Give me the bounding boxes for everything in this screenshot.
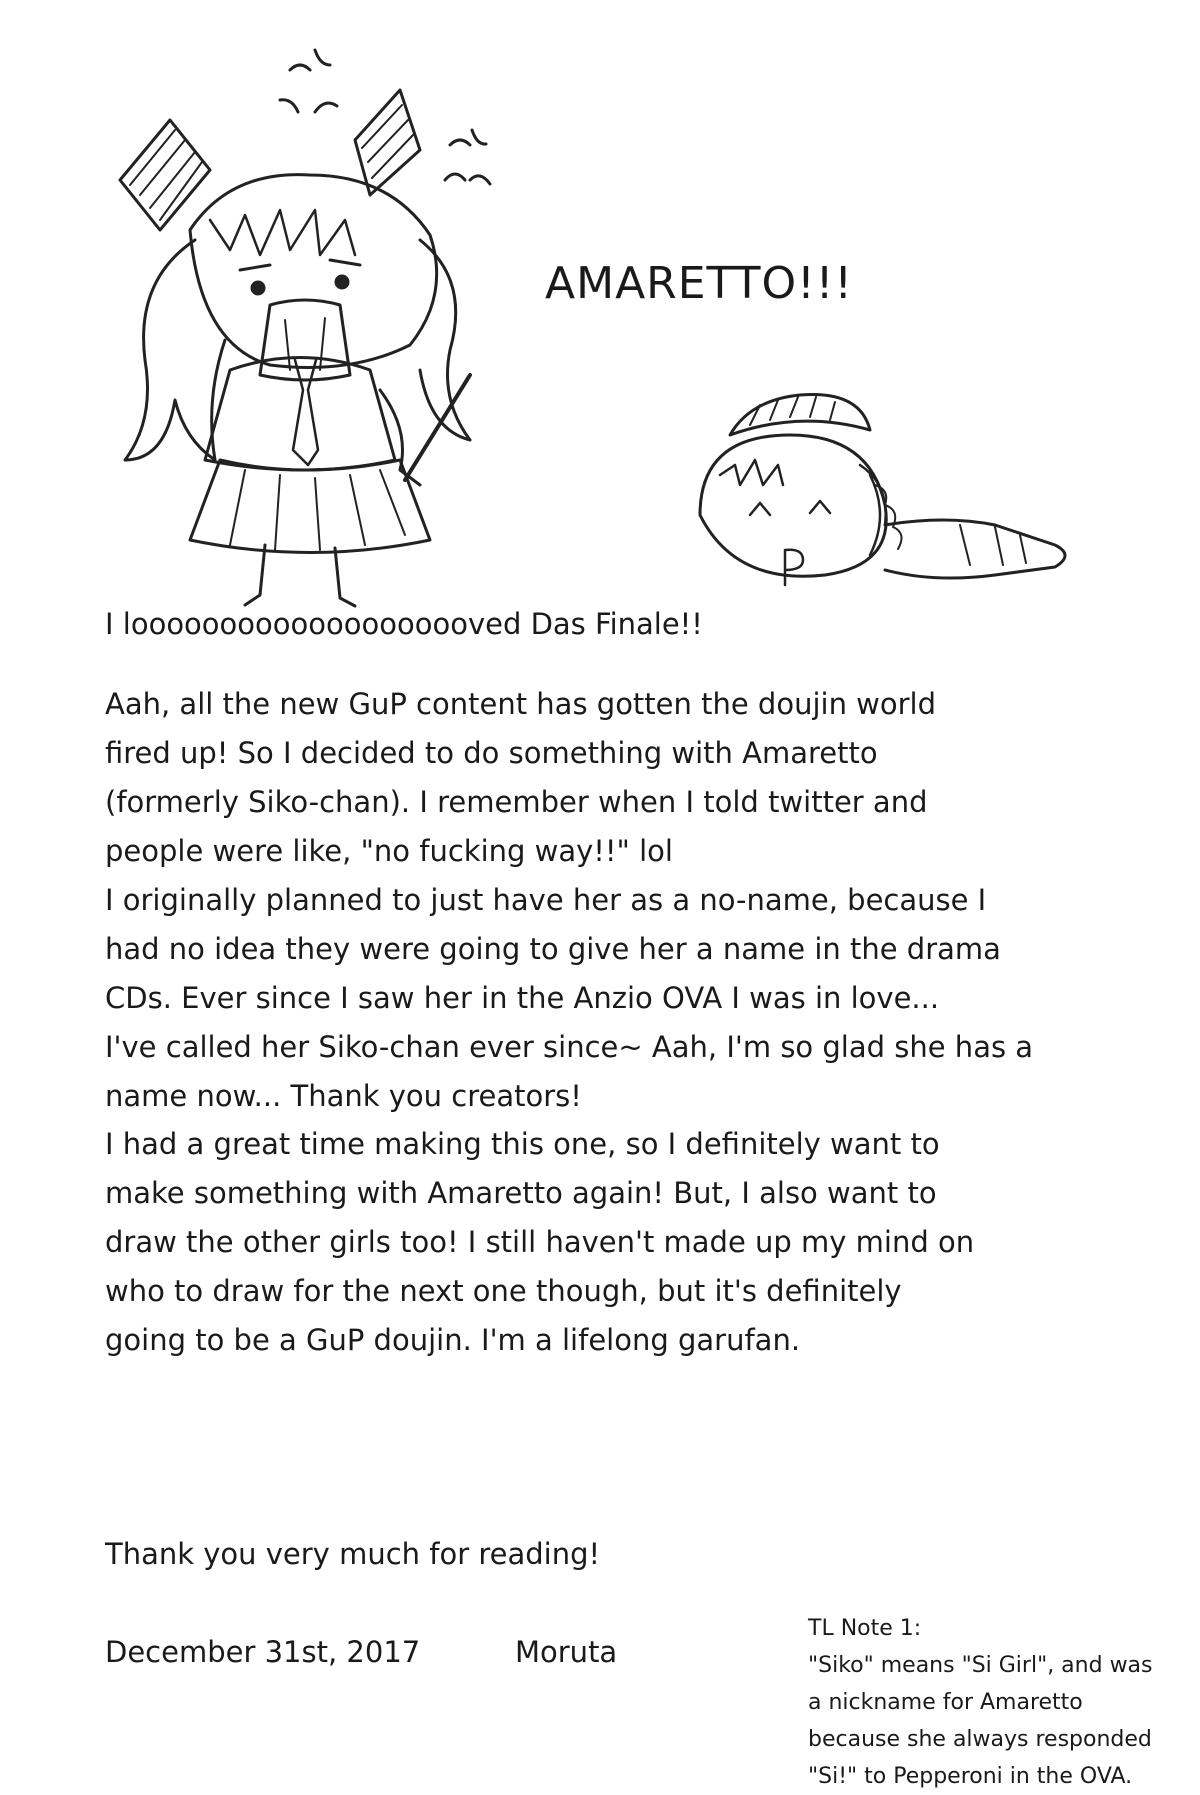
text-line: I loooooooooooooooooooved Das Finale!!	[105, 607, 703, 641]
beret-icon	[730, 394, 870, 435]
tl-note-line: a nickname for Amaretto	[808, 1690, 1083, 1715]
text-line: draw the other girls too! I still haven't made up my mind on	[105, 1225, 975, 1259]
tl-note-line: "Siko" means "Si Girl", and was	[808, 1653, 1153, 1678]
tl-note-title: TL Note 1:	[808, 1616, 922, 1641]
text-line: who to draw for the next one though, but it's definitely	[105, 1274, 902, 1308]
text-line: Aah, all the new GuP content has gotten the doujin world	[105, 687, 937, 721]
text-line: I've called her Siko-chan ever since~ Aah, I'm so glad she has a	[105, 1030, 1034, 1064]
text-line: make something with Amaretto again! But, I also want to	[105, 1176, 937, 1210]
text-line: CDs. Ever since I saw her in the Anzio OVA I was in love...	[105, 981, 940, 1015]
head-outline	[700, 435, 886, 576]
text-line: fired up! So I decided to do something with Amaretto	[105, 736, 878, 770]
angry-girl-illustration	[100, 30, 560, 620]
shout-text: AMARETTO!!!	[545, 258, 854, 309]
text-line: had no idea they were going to give her a name in the drama	[105, 932, 1001, 966]
text-line: (formerly Siko-chan). I remember when I told twitter and	[105, 785, 928, 819]
lying-body	[885, 520, 1065, 578]
p-mouth-icon	[785, 550, 803, 585]
text-line: going to be a GuP doujin. I'm a lifelong garufan.	[105, 1323, 801, 1357]
text-line: I had a great time making this one, so I definitely want to	[105, 1127, 940, 1161]
head-outline	[190, 175, 437, 368]
text-line: I originally planned to just have her as a no-name, because I	[105, 883, 987, 917]
author-signature: Moruta	[515, 1635, 618, 1669]
hair-ribbon-right	[355, 90, 420, 195]
thanks-line: Thank you very much for reading!	[105, 1537, 601, 1571]
body-paragraph-2	[105, 1120, 974, 1365]
hair-ribbon-left	[120, 120, 210, 230]
date-signature: December 31st, 2017	[105, 1635, 421, 1669]
pepperoni-lying-illustration	[660, 375, 1120, 615]
tl-note-line: "Si!" to Pepperoni in the OVA.	[808, 1764, 1133, 1789]
tl-note-line: because she always responded	[808, 1727, 1152, 1752]
body-paragraph-1	[105, 680, 1033, 1121]
tl-note	[808, 1610, 1153, 1795]
text-line: name now... Thank you creators!	[105, 1079, 582, 1113]
text-line: people were like, "no fucking way!!" lol	[105, 834, 673, 868]
intro-paragraph	[105, 600, 703, 649]
